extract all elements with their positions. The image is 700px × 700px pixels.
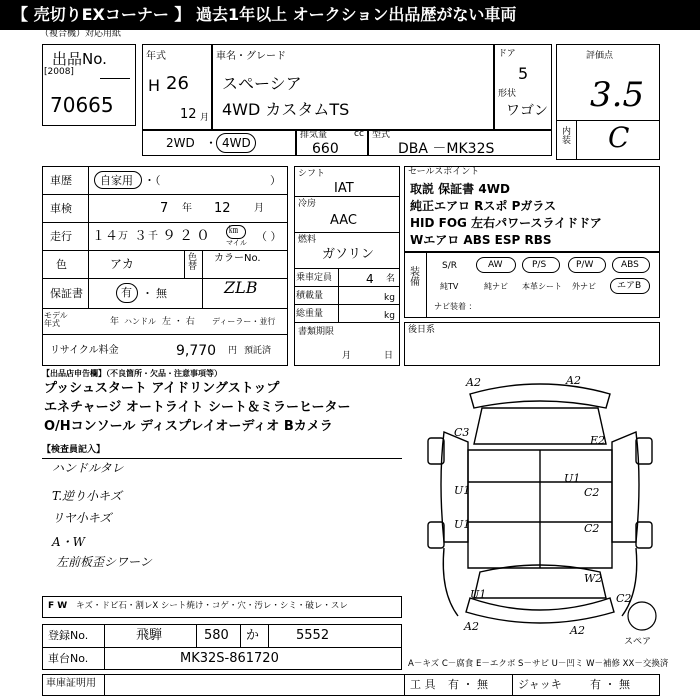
mileage-bracket: （ ） bbox=[256, 230, 282, 243]
inspector-label: 【検査員記入】 bbox=[42, 445, 106, 455]
equip-aw: AW bbox=[488, 260, 503, 270]
recycle-note: 預託済 bbox=[244, 346, 272, 356]
inspection-month: 12 bbox=[214, 201, 231, 216]
reg-class: 580 bbox=[204, 628, 229, 643]
drive-4wd: 4WD bbox=[222, 136, 251, 150]
ac-label: 冷房 bbox=[298, 199, 317, 209]
notes-line-1: プッシュスタート アイドリングストップ bbox=[44, 381, 280, 396]
fw-label: F W bbox=[48, 601, 68, 611]
rear-label: 後日系 bbox=[408, 325, 436, 335]
mark-a2-front-left: A2 bbox=[466, 376, 481, 389]
mark-c2-mid: C2 bbox=[584, 522, 600, 535]
inspection-month-unit: 月 bbox=[254, 203, 264, 214]
equip-navi-note: ナビ装着 ： bbox=[434, 302, 477, 311]
drive-dot: ・ bbox=[205, 136, 218, 150]
shift-value: IAT bbox=[334, 181, 354, 196]
mark-a2-rear-right: A2 bbox=[570, 624, 585, 637]
color-code: ZLB bbox=[224, 278, 258, 297]
mileage-mile: マイル bbox=[226, 239, 247, 247]
sales-line-3: HID FOG 左右パワースライドドア bbox=[410, 216, 602, 230]
mark-u1-c: U1 bbox=[564, 472, 581, 485]
tools-value: 有 ・ 無 bbox=[448, 678, 488, 691]
mark-w2: W2 bbox=[584, 572, 603, 585]
handle-value: 左 ・ 右 bbox=[162, 317, 195, 327]
recycle-label: リサイクル料金 bbox=[50, 345, 119, 356]
equip-navi: 純ナビ bbox=[484, 282, 508, 291]
sales-line-4: Wエアロ ABS ESP RBS bbox=[410, 233, 552, 247]
lot-tag: [2008] bbox=[44, 67, 74, 77]
lot-underline bbox=[100, 78, 130, 79]
engine-unit: cc bbox=[354, 129, 364, 139]
color-repaint: 色替 bbox=[188, 253, 198, 272]
form-subtitle: （複合機）対応用紙 bbox=[40, 29, 122, 39]
notes-line-3: O/Hコンソール ディスプレイオーディオ Bカメラ bbox=[44, 419, 333, 434]
handle-label: ハンドル bbox=[124, 317, 156, 326]
notes-label: 【出品店申告欄】（不良箇所・欠品・注意事項等） bbox=[42, 369, 222, 378]
ac-value: AAC bbox=[330, 213, 357, 228]
year-month-unit: 月 bbox=[200, 113, 210, 123]
drive-2wd: 2WD bbox=[166, 136, 195, 150]
reg-number: 5552 bbox=[296, 628, 330, 643]
engine-value: 660 bbox=[312, 141, 339, 157]
mileage-label: 走行 bbox=[50, 230, 72, 243]
inspector-line-5: 左前板歪シワーン bbox=[56, 555, 152, 569]
recycle-unit: 円 bbox=[228, 346, 238, 356]
score-label: 評価点 bbox=[586, 51, 614, 61]
mileage-man: １４ bbox=[92, 229, 119, 244]
mileage-km: ㎞ bbox=[229, 226, 239, 236]
fw-items: キズ・ドビ石・割レX シート焼け・コゲ・穴・汚レ・シミ・破レ・スレ bbox=[76, 601, 348, 611]
footer-row bbox=[42, 674, 660, 696]
mark-u1-b: U1 bbox=[454, 518, 471, 531]
spare-tire bbox=[628, 602, 656, 630]
rear-box bbox=[404, 322, 660, 366]
model-value: DBA －MK32S bbox=[398, 141, 495, 157]
year-era: H bbox=[148, 76, 161, 95]
equip-abs: ABS bbox=[621, 260, 639, 270]
capacity-label: 乗車定員 bbox=[296, 273, 333, 283]
sales-line-2: 純正エアロ Rスポ Pガラス bbox=[410, 199, 557, 213]
sales-label: セールスポイント bbox=[408, 167, 480, 177]
mark-e2: E2 bbox=[590, 434, 606, 447]
door-label: ドア bbox=[498, 49, 516, 59]
jack-value: 有 ・ 無 bbox=[590, 678, 630, 691]
damage-legend: A－キズ C－腐食 E－エクボ S－サビ U－凹ミ W－補修 XX－交換済 bbox=[408, 659, 669, 669]
chassis-value: MK32S-861720 bbox=[180, 651, 279, 666]
inspection-year-unit: 年 bbox=[182, 203, 192, 214]
recycle-value: 9,770 bbox=[176, 343, 217, 359]
interior-divider bbox=[576, 120, 577, 160]
equipment-label: 装備 bbox=[410, 267, 420, 288]
doc-expiry-month: 月 bbox=[342, 351, 352, 361]
color-code-label: カラーNo. bbox=[214, 253, 261, 264]
notes-line-2: エネチャージ オートライト シート＆ミラーヒーター bbox=[44, 400, 351, 415]
year-label: 年式 bbox=[146, 51, 166, 62]
shape-label: 形状 bbox=[498, 89, 517, 99]
mileage-sen: ３ bbox=[134, 229, 148, 244]
weight-label: 総重量 bbox=[296, 309, 324, 319]
car-damage-diagram bbox=[410, 372, 670, 652]
warranty-label: 保証書 bbox=[50, 287, 83, 300]
equip-airbag: エアB bbox=[617, 281, 642, 291]
car-label: 車名・グレード bbox=[216, 51, 286, 62]
capacity-unit: 名 bbox=[386, 274, 396, 284]
interior-label: 内装 bbox=[562, 127, 572, 146]
shape-value: ワゴン bbox=[506, 103, 548, 119]
jack-label: ジャッキ bbox=[518, 678, 562, 691]
weight-unit: kg bbox=[384, 311, 395, 321]
inspector-line-2: T.逆り小キズ bbox=[52, 489, 122, 503]
doc-expiry-label: 書類期限 bbox=[298, 327, 335, 337]
mileage-man-unit: 万 bbox=[118, 231, 128, 242]
info-table bbox=[42, 166, 288, 366]
equip-tv: 純TV bbox=[440, 282, 459, 291]
color-value: アカ bbox=[110, 257, 134, 271]
chassis-label: 車台No. bbox=[48, 652, 89, 665]
spare-label: スペア bbox=[624, 637, 652, 647]
warranty-no: 無 bbox=[156, 287, 167, 300]
score-value: 3.5 bbox=[590, 75, 645, 115]
fuel-value: ガソリン bbox=[322, 247, 375, 262]
mark-c3: C3 bbox=[454, 426, 470, 439]
color-label: 色 bbox=[56, 258, 67, 271]
history-sep: ・（ bbox=[144, 174, 161, 187]
history-label: 車歴 bbox=[50, 174, 72, 187]
doc-expiry-day: 日 bbox=[384, 351, 394, 361]
inspection-year: 7 bbox=[160, 201, 169, 216]
engine-label: 排気量 bbox=[300, 130, 328, 140]
lot-number: 70665 bbox=[50, 93, 114, 117]
interior-value: C bbox=[608, 121, 630, 154]
mark-u1-a: U1 bbox=[454, 484, 471, 497]
sales-line-1: 取説 保証書 4WD bbox=[410, 182, 510, 196]
equip-ext-navi: 外ナビ bbox=[572, 282, 596, 291]
history-value: 自家用 bbox=[100, 174, 133, 187]
year-value: 26 bbox=[166, 73, 189, 94]
inspector-line-3: リヤ小キズ bbox=[52, 511, 112, 525]
header-title: 【 売切りEXコーナー 】 過去1年以上 オークション出品歴がない車両 bbox=[12, 5, 517, 24]
lot-label: 出品No. bbox=[52, 50, 107, 68]
capacity-value: 4 bbox=[366, 272, 374, 286]
mark-u1-d: U1 bbox=[470, 588, 487, 601]
year-month: 12 bbox=[180, 107, 197, 122]
mark-a2-rear-left: A2 bbox=[464, 620, 479, 633]
equip-sr: S/R bbox=[442, 261, 457, 271]
mileage-sen-unit: 千 bbox=[148, 231, 158, 242]
equip-leather: 本革シート bbox=[522, 282, 562, 291]
door-value: 5 bbox=[518, 64, 529, 83]
cert-label: 車庫証明用 bbox=[46, 678, 96, 689]
history-close: ） bbox=[270, 174, 281, 187]
reg-kana: か bbox=[246, 628, 260, 643]
car-grade: 4WD カスタムTS bbox=[222, 100, 350, 119]
inspection-label: 車検 bbox=[50, 202, 72, 215]
car-name: スペーシア bbox=[222, 74, 302, 93]
inspector-line-1: ハンドルタレ bbox=[52, 461, 124, 475]
mark-a2-front-right: A2 bbox=[566, 374, 581, 387]
shift-label: シフト bbox=[298, 169, 326, 179]
dealer-label: ディーラー・並行 bbox=[212, 317, 276, 326]
mark-c2-right: C2 bbox=[584, 486, 600, 499]
model-year-unit: 年 bbox=[110, 317, 120, 327]
load-unit: kg bbox=[384, 293, 395, 303]
tools-label: 工 具 bbox=[410, 678, 436, 691]
mark-c2-spare: C2 bbox=[616, 592, 632, 605]
mileage-rest: ９２０ bbox=[162, 228, 213, 244]
reg-label: 登録No. bbox=[48, 629, 89, 642]
fuel-label: 燃料 bbox=[298, 235, 317, 245]
equip-ps: P/S bbox=[532, 260, 547, 270]
load-label: 積載量 bbox=[296, 291, 324, 301]
equip-pw: P/W bbox=[576, 260, 594, 270]
inspector-line-4: A・W bbox=[52, 535, 86, 549]
warranty-yes: 有 bbox=[121, 286, 132, 299]
model-year-label: モデル年式 bbox=[44, 311, 68, 328]
model-label: 型式 bbox=[372, 130, 391, 140]
warranty-sep: ・ bbox=[142, 287, 153, 300]
reg-place: 飛騨 bbox=[136, 628, 163, 643]
